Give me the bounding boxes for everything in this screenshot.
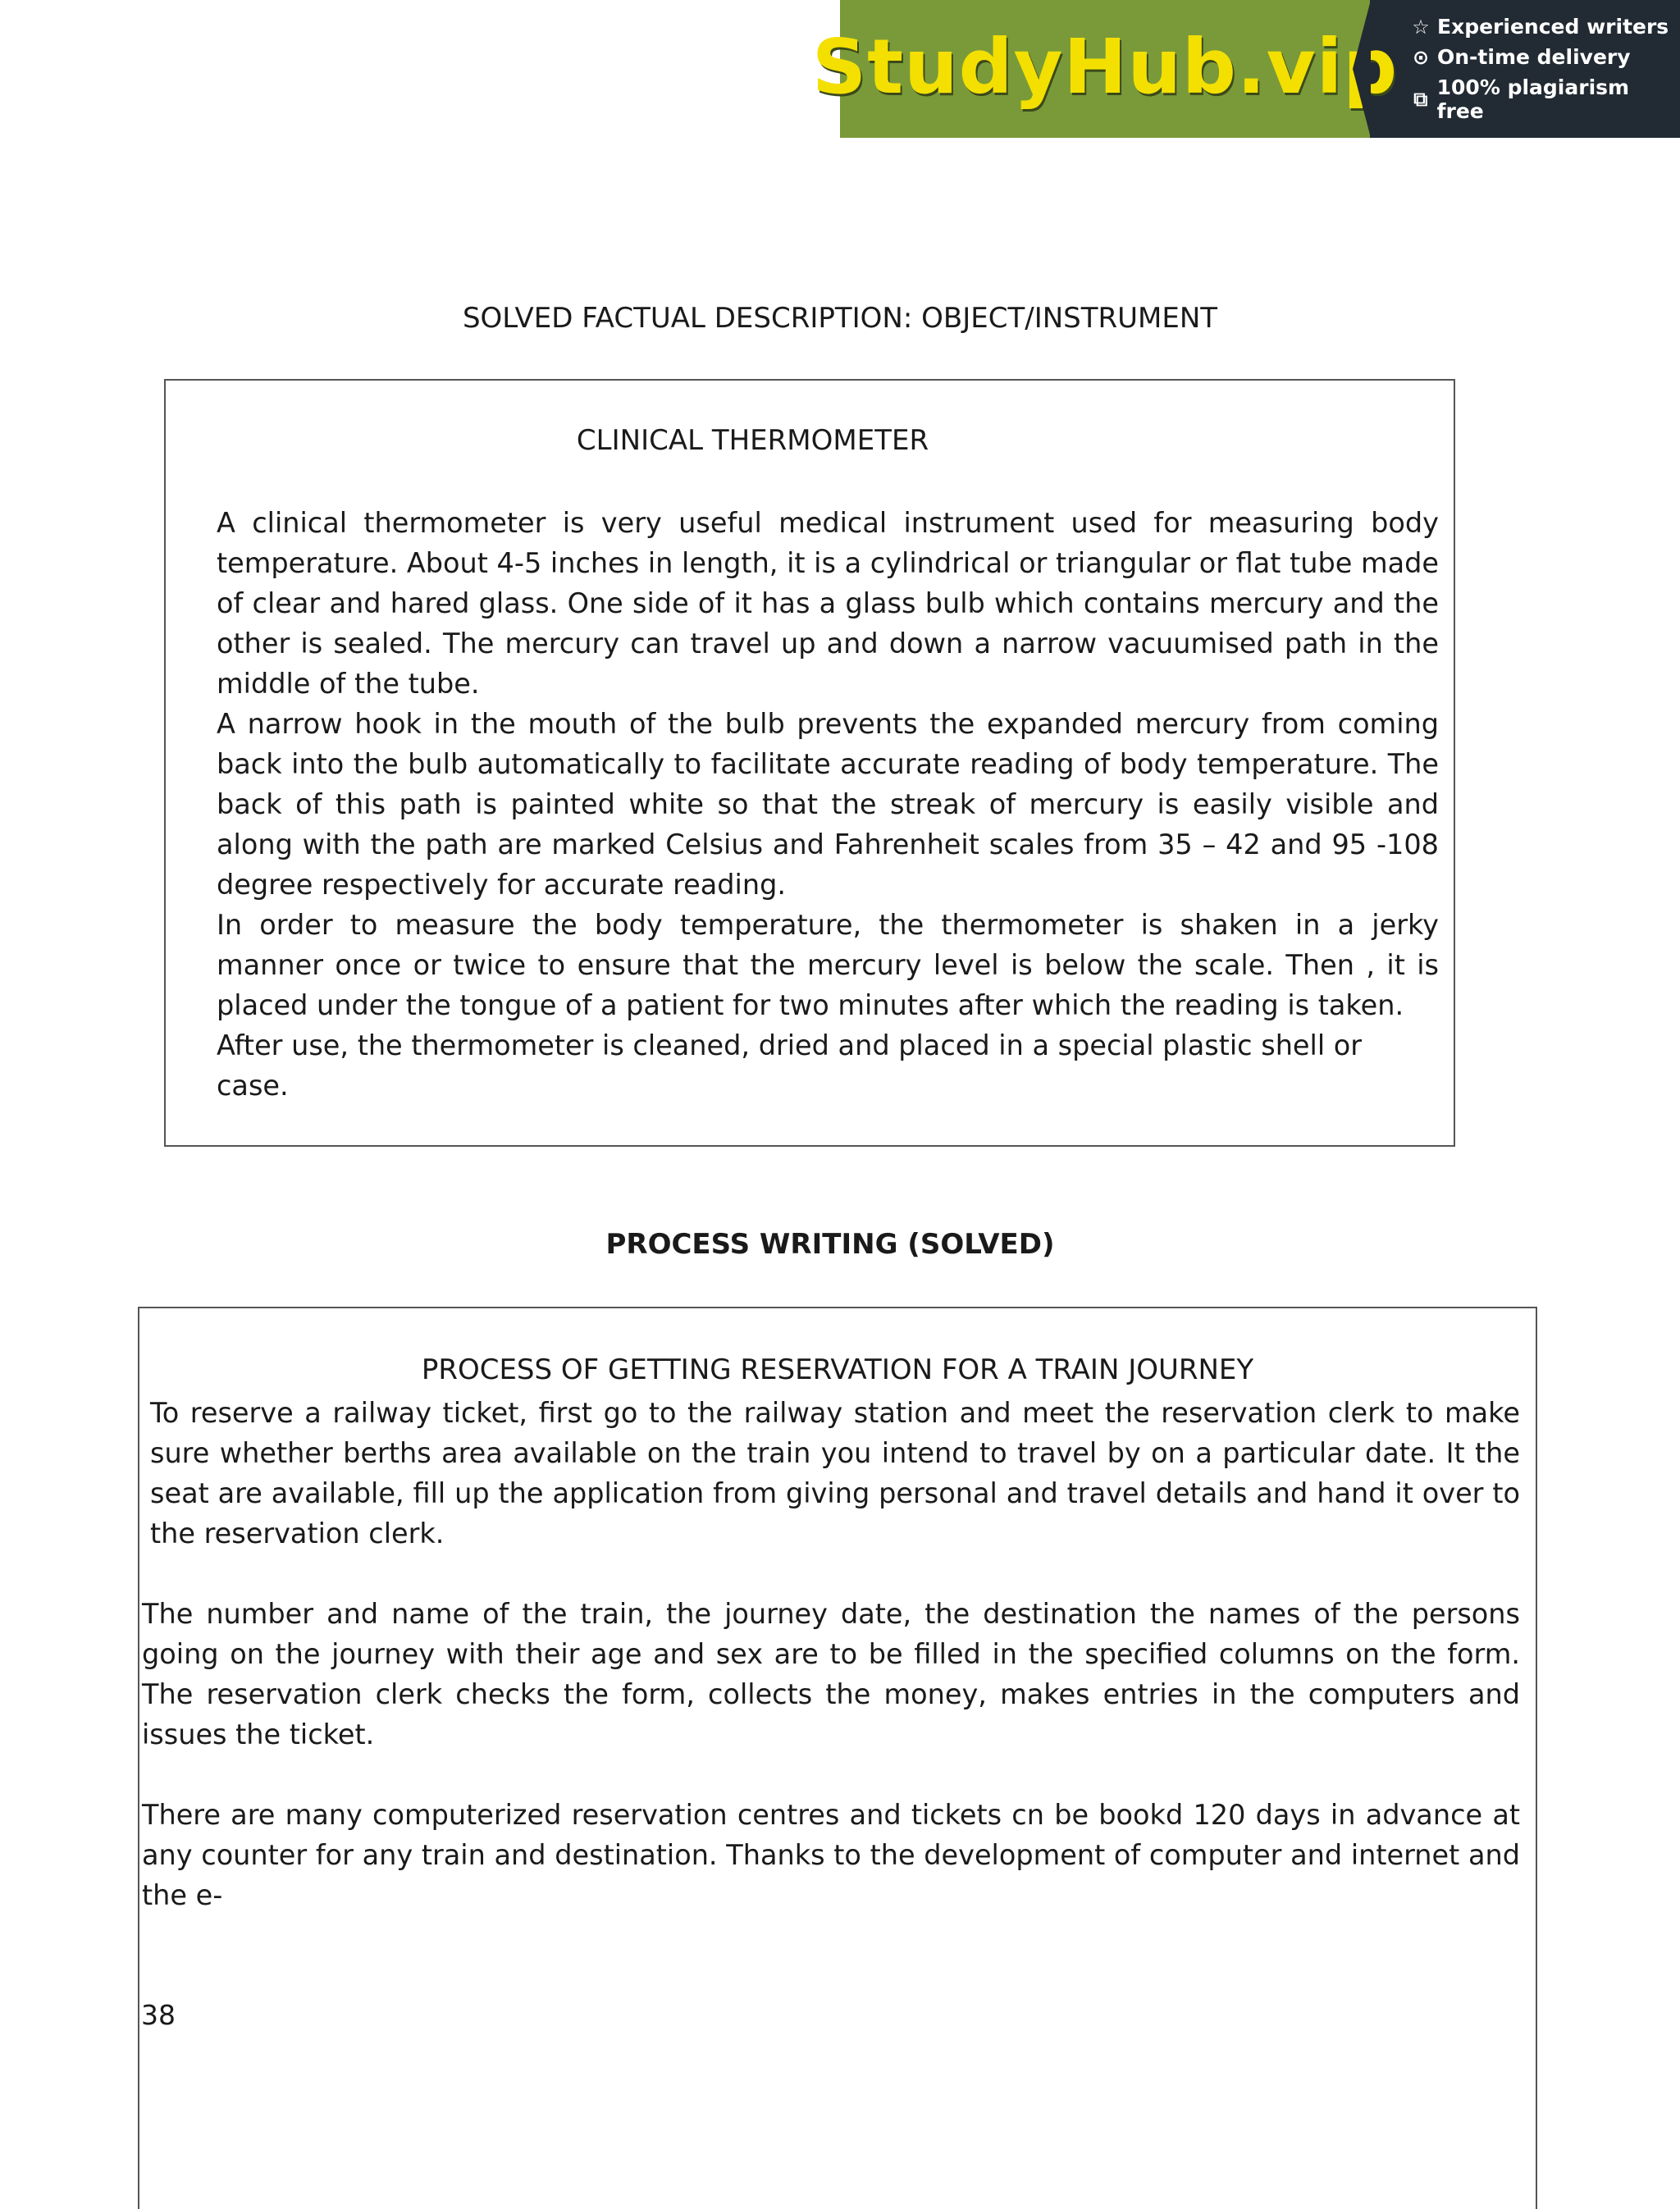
reservation-title: PROCESS OF GETTING RESERVATION FOR A TRAIN JOURNEY <box>421 1353 1254 1386</box>
studyhub-banner[interactable] <box>811 0 1680 138</box>
feature-experienced-writers <box>1409 15 1680 39</box>
paragraph: To reserve a railway ticket, first go to the railway station and meet the reservation clerk to make sure whether berths area available on the train you intend to travel by on a particular date. It the seat are available, fill up the application from giving personal and travel details and hand it over to the reservation clerk. <box>150 1397 1520 1549</box>
thermometer-body <box>217 503 1439 1106</box>
paragraph: After use, the thermometer is cleaned, dried and placed in a special plastic shell or case. <box>217 1029 1363 1102</box>
paragraph: In order to measure the body temperature, the thermometer is shaken in a jerky manner once or twice to ensure that the mercury level is below the scale. Then , it is placed under the tongue of a patient for two minutes after which the reading is taken. <box>217 909 1439 1021</box>
reservation-body <box>142 1393 1520 1915</box>
paragraph: The number and name of the train, the journey date, the destination the names of the persons going on the journey with their age and sex are to be filled in the specified columns on the form. The reservation clerk checks the form, collects the money, makes entries in the computers and issues the ticket. <box>142 1598 1520 1750</box>
feature-label: On-time delivery <box>1437 45 1631 69</box>
star-icon: ☆ <box>1412 15 1430 39</box>
thermometer-title: CLINICAL THERMOMETER <box>576 424 929 457</box>
page-number: 38 <box>141 1999 176 2031</box>
feature-label: 100% plagiarism free <box>1436 75 1630 123</box>
paragraph: There are many computerized reservation centres and tickets cn be bookd 120 days in advance at any counter for any train and destination. Thanks to the development of computer and internet and the e- <box>142 1799 1520 1911</box>
feature-plagiarism-free <box>1409 75 1680 123</box>
feature-label: Experienced writers <box>1437 15 1669 39</box>
feature-on-time-delivery <box>1409 45 1680 69</box>
copy-icon: ⧉ <box>1413 88 1428 111</box>
banner-logo-area <box>811 0 1399 138</box>
page-title: SOLVED FACTUAL DESCRIPTION: OBJECT/INSTRUMENT <box>462 302 1218 335</box>
banner-features <box>1370 0 1680 138</box>
clock-icon: ⊙ <box>1412 45 1430 69</box>
section-heading: PROCESS WRITING (SOLVED) <box>605 1228 1055 1261</box>
paragraph: A clinical thermometer is very useful medical instrument used for measuring body temperature. About 4-5 inches in length, it is a cylindrical or triangular or flat tube made of clear and hared glass. One side of it has a glass bulb which contains mercury and the other is sealed. The mercury can travel up and down a narrow vacuumised path in the middle of the tube. <box>217 507 1440 700</box>
paragraph: A narrow hook in the mouth of the bulb prevents the expanded mercury from coming back into the bulb automatically to facilitate accurate reading of body temperature. The back of this path is painted white so that the streak of mercury is easily visible and along with the path are marked Celsius and Fahrenheit scales from 35 – 42 and 95 -108 degree respectively for accurate reading. <box>217 708 1439 901</box>
studyhub-logo: StudyHub.vip <box>811 22 1399 111</box>
